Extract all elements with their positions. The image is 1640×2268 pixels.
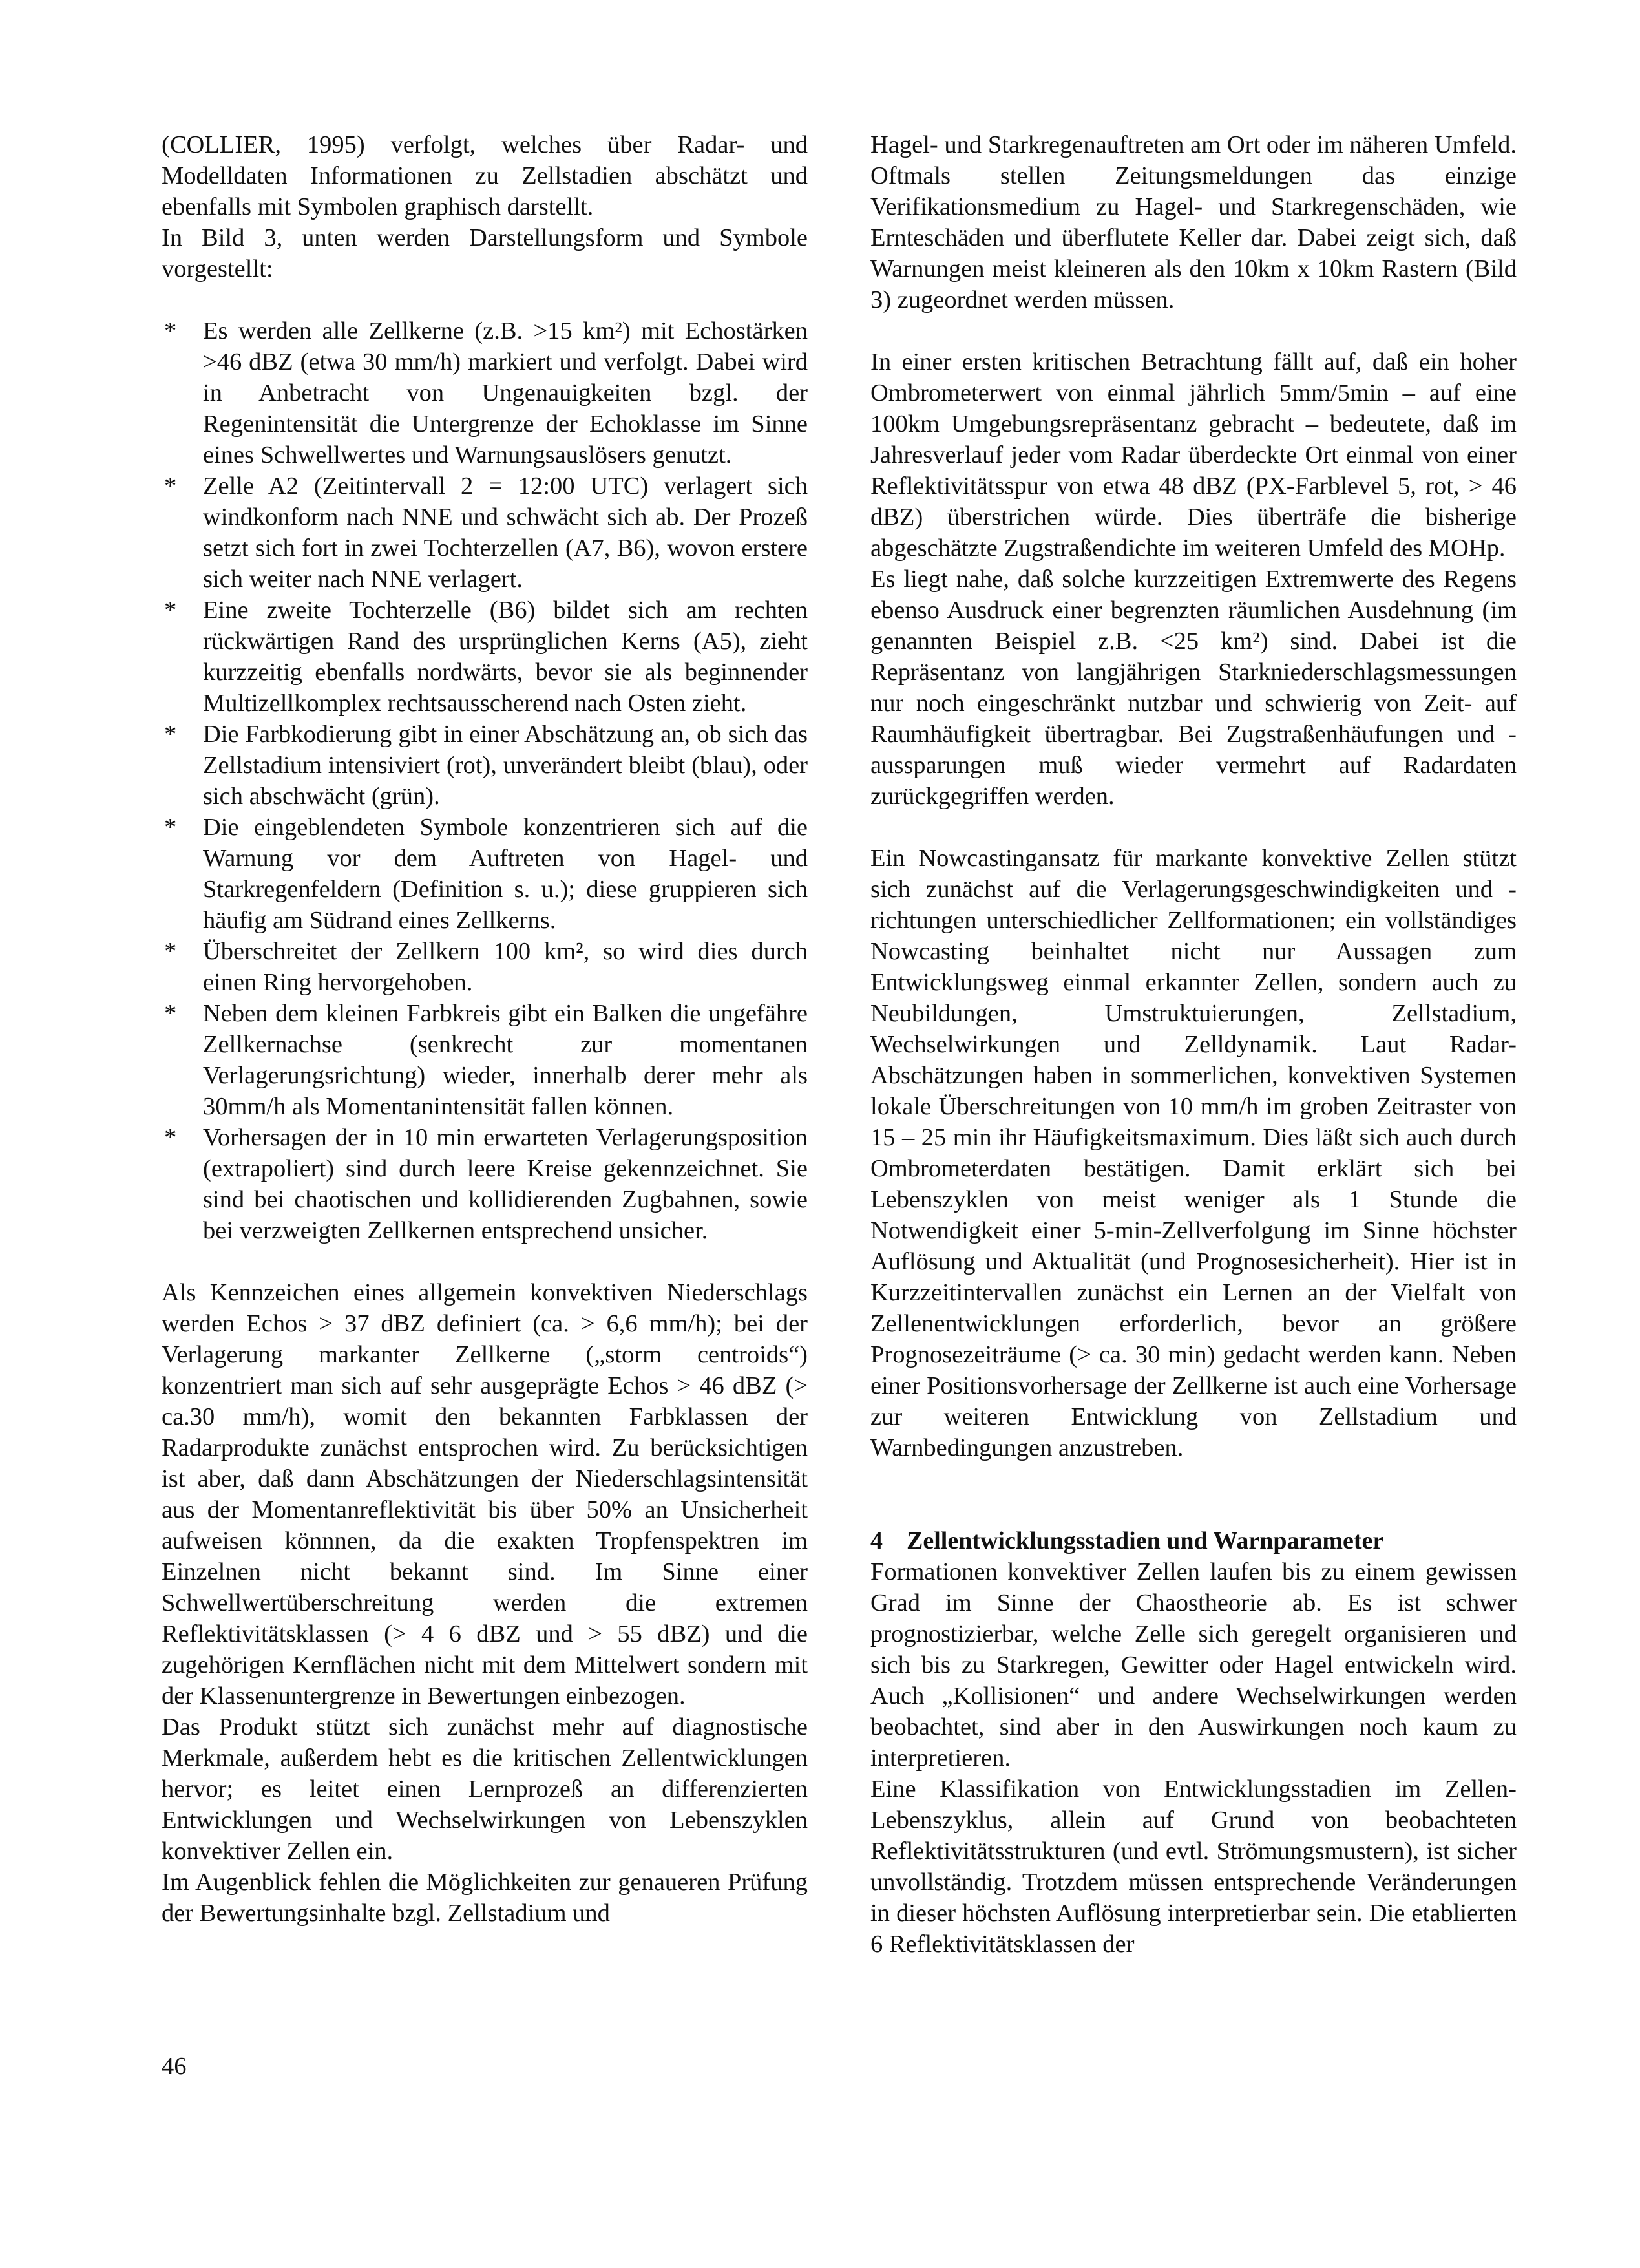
paragraph-product: Das Produkt stützt sich zunächst mehr auf diagnostische Merkmale, außerdem hebt es die kritischen Zellentwicklungen hervor; es leitet einen Lernprozeß an differenzierten Entwicklungen und Wechselwirkungen von Lebenszyklen konvektiver Zellen ein. (162, 1713, 808, 1865)
paragraph-intro-1: (COLLIER, 1995) verfolgt, welches über Radar- und Modelldaten Informationen zu Zellstadien abschätzt und ebenfalls mit Symbolen graphisch darstellt. (162, 131, 808, 220)
list-item: * Es werden alle Zellkerne (z.B. >15 km²) mit Echostärken >46 dBZ (etwa 30 mm/h) markiert und verfolgt. Dabei wird in Anbetracht von Ungenauigkeiten bzgl. der Regenintensität die Untergrenze der Echoklasse im Sinne eines Schwellwertes und Warnungsauslösers genutzt. (162, 315, 808, 471)
list-item: * Überschreitet der Zellkern 100 km², so wird dies durch einen Ring hervorgehoben. (162, 936, 808, 998)
paragraph-classification: Eine Klassifikation von Entwicklungsstadien im Zellen-Lebenszyklus, allein auf Grund von beobachteten Reflektivitätsstrukturen (und evtl. Strömungsmustern), ist sicher unvollständig. Trotzdem müssen entsprechende Veränderungen in dieser höchsten Auflösung interpretierbar sein. Die etablierten 6 Reflektivitätsklassen der (870, 1775, 1517, 1958)
list-item: * Zelle A2 (Zeitintervall 2 = 12:00 UTC) verlagert sich windkonform nach NNE und schwächt sich ab. Der Prozeß setzt sich fort in zwei Tochterzellen (A7, B6), wovon erstere sich weiter nach NNE verlagert. (162, 471, 808, 595)
list-item: * Neben dem kleinen Farbkreis gibt ein Balken die ungefähre Zellkernachse (senkrecht zur momentanen Verlagerungsrichtung) wieder, innerhalb derer mehr als 30mm/h als Momentanintensität fallen können. (162, 998, 808, 1122)
section-heading (870, 1525, 1517, 1556)
paragraph-nowcasting: Ein Nowcastingansatz für markante konvektive Zellen stützt sich zunächst auf die Verlagerungsgeschwindigkeiten und -richtungen unterschiedlicher Zellformationen; ein vollständiges Nowcasting beinhaltet nicht nur Aussagen zum Entwicklungsweg einmal erkannter Zellen, sondern auch zu Neubildungen, Umstruktuierungen, Zellstadium, Wechselwirkungen und Zelldynamik. Laut Radar-Abschätzungen haben in sommerlichen, konvektiven Systemen lokale Überschreitungen von 10 mm/h im groben Zeitraster von 15 – 25 min ihr Häufigkeitsmaximum. Dies läßt sich auch durch Ombrometerdaten bestätigen. Damit erklärt sich bei Lebenszyklen von meist weniger als 1 Stunde die Notwendigkeit einer 5-min-Zellverfolgung im Sinne höchster Auflösung und Aktualität (und Prognosesicherheit). Hier ist in Kurzzeitintervallen zunächst ein Lernen an der Vielfalt von Zellenentwicklungen erforderlich, bevor an größere Prognosezeiträume (> ca. 30 min) gedacht werden kann. Neben einer Positionsvorhersage der Zellkerne ist auch eine Vorhersage zur weiteren Entwicklung von Zellstadium und Warnbedingungen anzustreben. (870, 845, 1517, 1461)
symbol-list (162, 315, 808, 1246)
paragraph-convective: Als Kennzeichen eines allgemein konvektiven Niederschlags werden Echos > 37 dBZ definiert (ca. > 6,6 mm/h); bei der Verlagerung markanter Zellkerne („storm centroids“) konzentriert man sich auf sehr ausgeprägte Echos > 46 dBZ (> ca.30 mm/h), womit den bekannten Farbklassen der Radarprodukte zunächst entsprochen wird. Zu berücksichtigen ist aber, daß dann Abschätzungen der Niederschlagsintensität aus der Momentanreflektivität bis über 50% an Unsicherheit aufweisen könnnen, da die exakten Tropfenspektren im Einzelnen nicht bekannt sind. Im Sinne einer Schwellwertüberschreitung werden die extremen Reflektivitätsklassen (> 4 6 dBZ und > 55 dBZ) und die zugehörigen Kernflächen nicht mit dem Mittelwert sondern mit der Klassenuntergrenze in Bewertungen einbezogen. (162, 1279, 808, 1710)
paragraph-moment: Im Augenblick fehlen die Möglichkeiten zur genaueren Prüfung der Bewertungsinhalte bzgl. Zellstadium und (162, 1869, 808, 1927)
list-item: * Die Farbkodierung gibt in einer Abschätzung an, ob sich das Zellstadium intensiviert (rot), unverändert bleibt (blau), oder sich abschwächt (grün). (162, 719, 808, 812)
left-column (162, 129, 808, 1929)
right-column (870, 129, 1517, 1960)
list-item: * Eine zweite Tochterzelle (B6) bildet sich am rechten rückwärtigen Rand des ursprünglichen Kerns (A5), zieht kurzzeitig ebenfalls nordwärts, bevor sie als beginnender Multizellkomplex rechtsausscherend nach Osten zieht. (162, 595, 808, 719)
list-item: * Die eingeblendeten Symbole konzentrieren sich auf die Warnung vor dem Auftreten von Hagel- und Starkregenfeldern (Definition s. u.); diese gruppieren sich häufig am Südrand eines Zellkerns. (162, 812, 808, 936)
paragraph-intro-2: In Bild 3, unten werden Darstellungsform und Symbole vorgestellt: (162, 224, 808, 282)
list-item: * Vorhersagen der in 10 min erwarteten Verlagerungsposition (extrapoliert) sind durch leere Kreise gekennzeichnet. Sie sind bei chaotischen und kollidierenden Zugbahnen, sowie bei verzweigten Zellkernen entsprechend unsicher. (162, 1122, 808, 1246)
paragraph-critical: In einer ersten kritischen Betrachtung fällt auf, daß ein hoher Ombrometerwert von einmal jährlich 5mm/5min – auf eine 100km Umgebungsrepräsentanz gebracht – bedeutete, daß im Jahresverlauf jeder vom Radar überdeckte Ort einmal von einer Reflektivitätsspur von etwa 48 dBZ (PX-Farblevel 5, rot, > 46 dBZ) überstrichen würde. Dies überträfe die bisherige abgeschätzte Zugstraßendichte im weiteren Umfeld des MOHp. (870, 348, 1517, 562)
section-number: 4 (870, 1527, 883, 1554)
paragraph-formations: Formationen konvektiver Zellen laufen bis zu einem gewissen Grad im Sinne der Chaostheorie ab. Es ist schwer prognostizierbar, welche Zelle sich geregelt organisieren und sich bis zu Starkregen, Gewitter oder Hagel entwickeln wird. Auch „Kollisionen“ und andere Wechselwirkungen werden beobachtet, sind aber in den Auswirkungen noch kaum zu interpretieren. (870, 1558, 1517, 1772)
paragraph-extremes: Es liegt nahe, daß solche kurzzeitigen Extremwerte des Regens ebenso Ausdruck einer begrenzten räumlichen Ausdehnung (im genannten Beispiel z.B. <25 km²) sind. Dabei ist die Repräsentanz von langjährigen Starkniederschlagsmessungen nur noch eingeschränkt nutzbar und schwierig von Zeit- auf Raumhäufigkeit übertragbar. Bei Zugstraßenhäufungen und -aussparungen muß wieder vermehrt auf Radardaten zurückgegriffen werden. (870, 566, 1517, 810)
section-title: Zellentwicklungsstadien und Warnparameter (907, 1527, 1384, 1554)
page-number: 46 (162, 2053, 187, 2080)
paragraph-continuation: Hagel- und Starkregenauftreten am Ort oder im näheren Umfeld. Oftmals stellen Zeitungsmeldungen das einzige Verifikationsmedium zu Hagel- und Starkregenschäden, wie Ernteschäden und überflutete Keller dar. Dabei zeigt sich, daß Warnungen meist kleineren als den 10km x 10km Rastern (Bild 3) zugeordnet werden müssen. (870, 131, 1517, 313)
